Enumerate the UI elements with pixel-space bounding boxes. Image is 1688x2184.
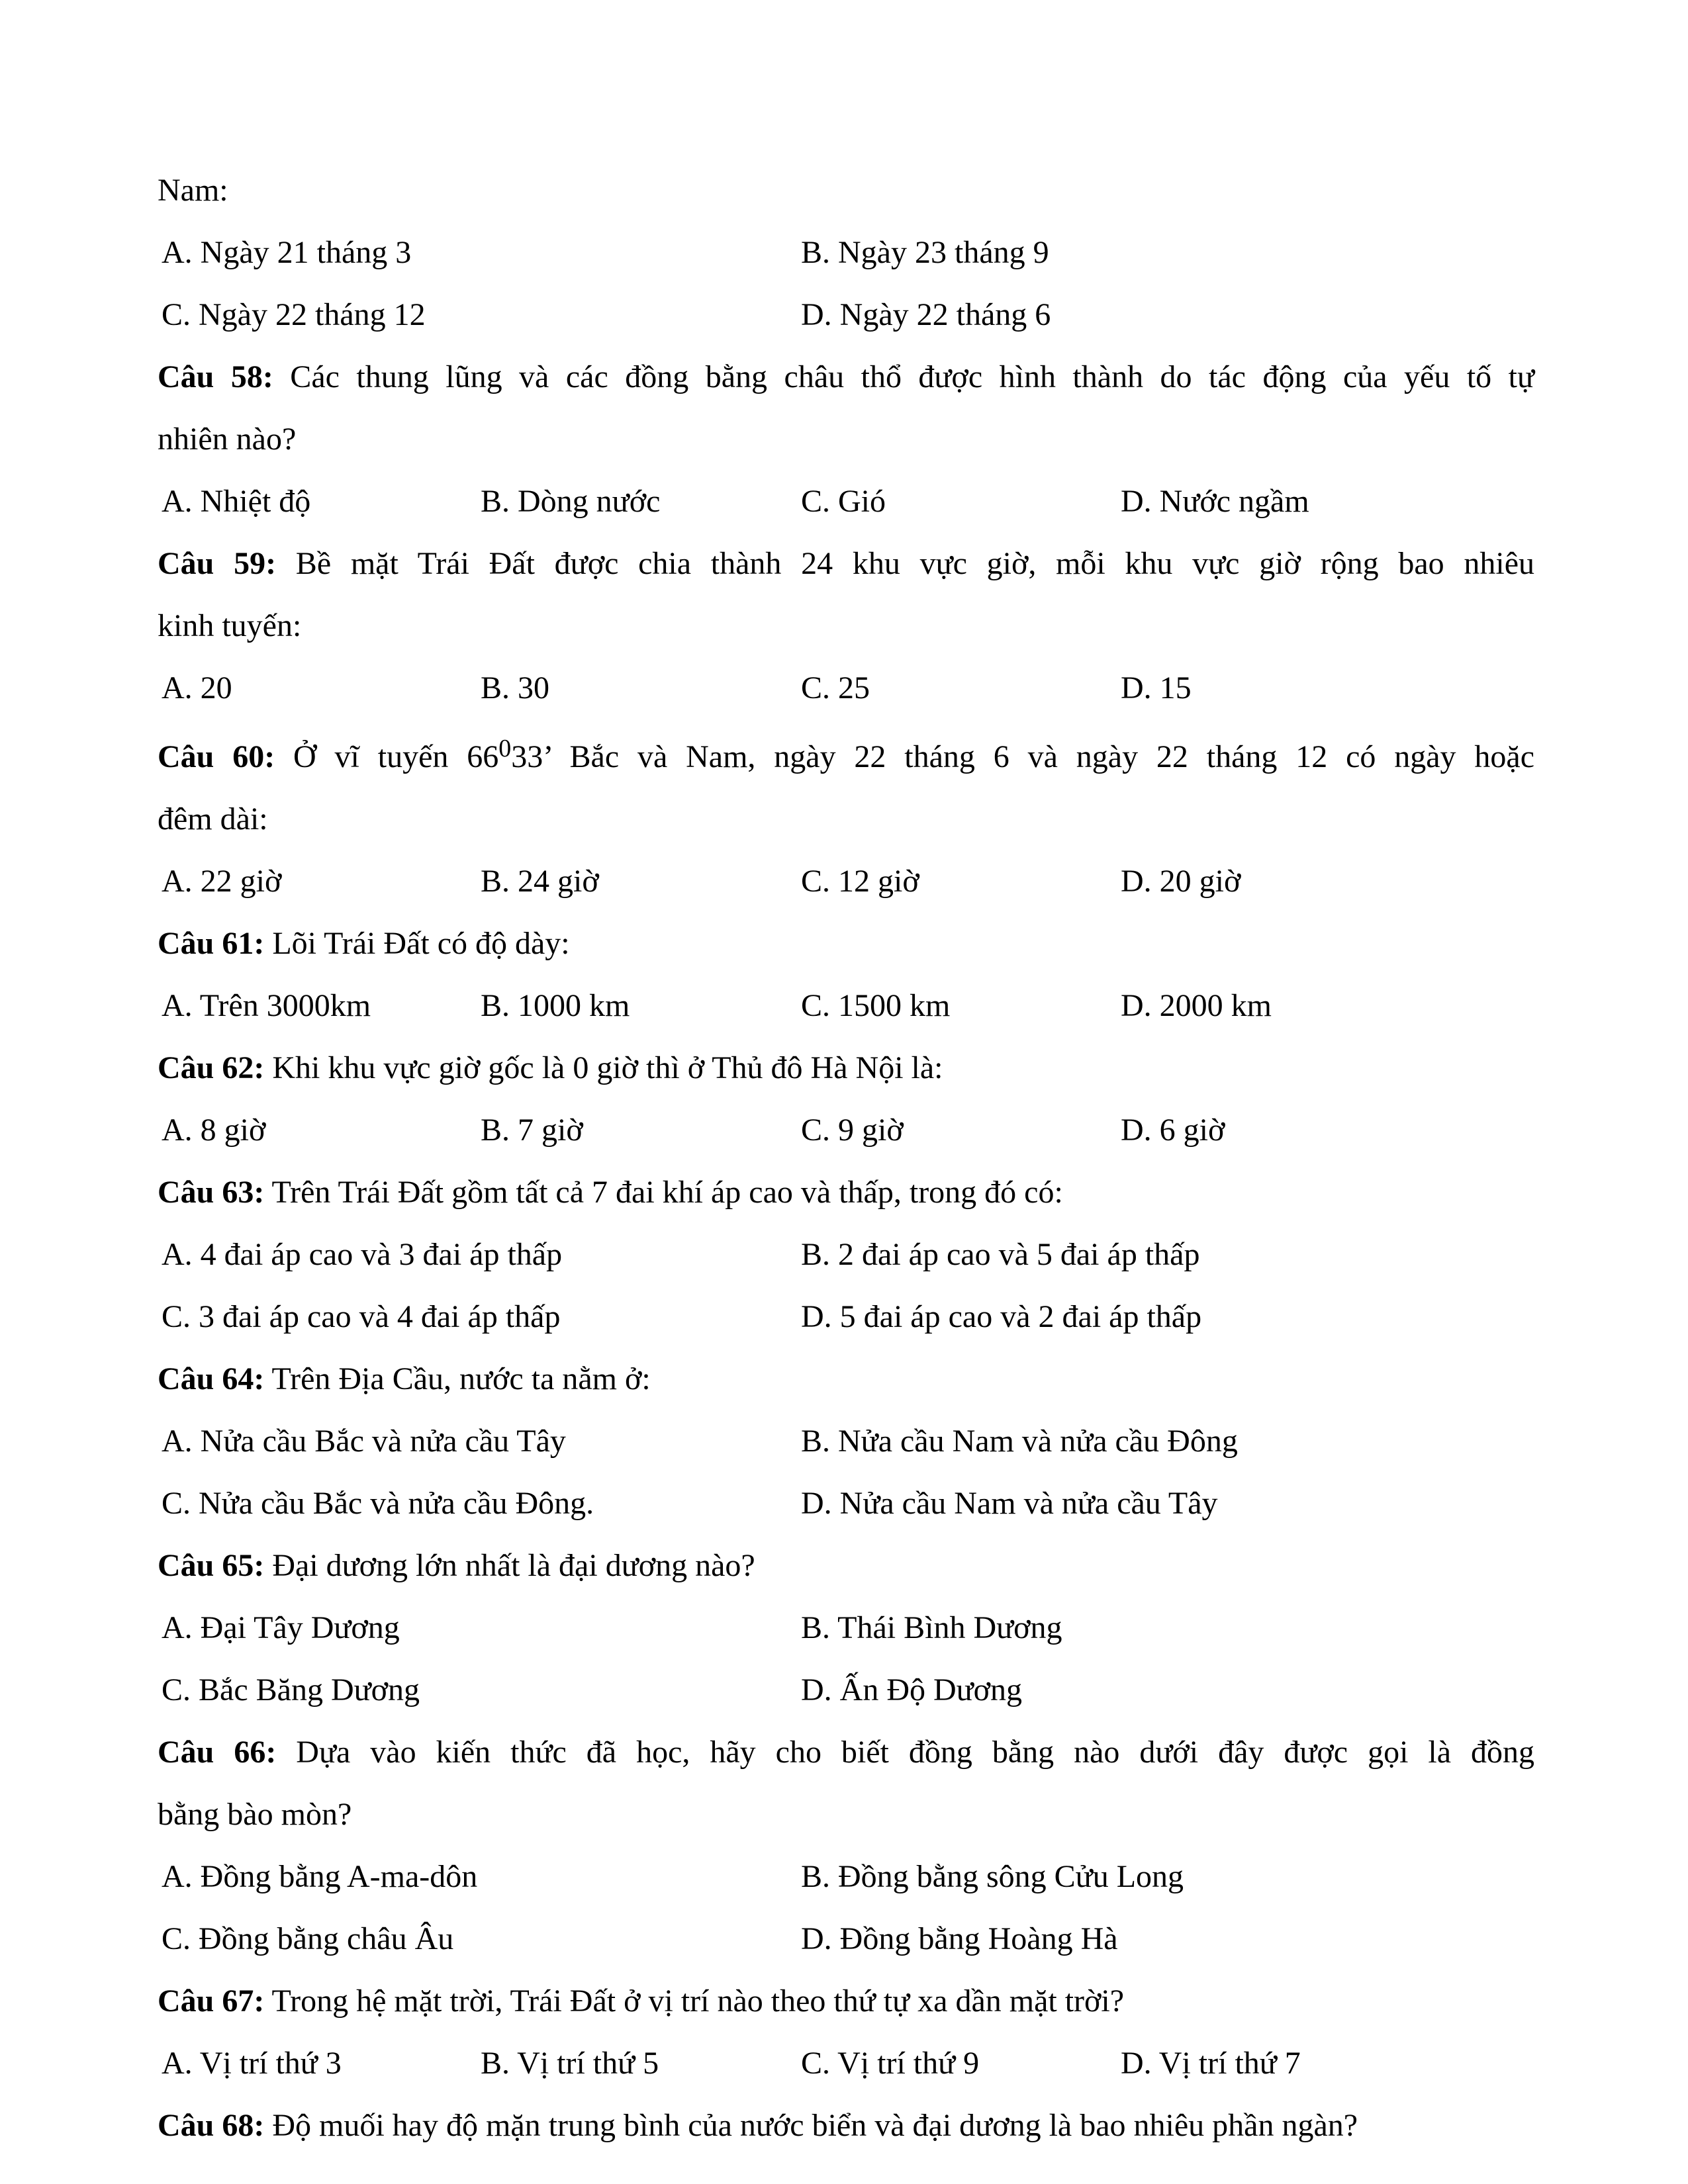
- question-label: Câu 66:: [158, 1735, 277, 1770]
- answer-row: [158, 475, 1534, 528]
- answer-option-a: A. Vị trí thứ 3: [162, 2046, 342, 2081]
- answer-option-c: C. 12 giờ: [801, 864, 919, 899]
- answer-option-b: B. Đồng bằng sông Cửu Long: [801, 1859, 1184, 1894]
- question-text: Dựa vào kiến thức đã học, hãy cho biết đồng bằng nào dưới đây được gọi là đồng: [276, 1735, 1535, 1770]
- answer-option-d: D. Đồng bằng Hoàng Hà: [801, 1921, 1118, 1956]
- answer-option-b: B. 24 giờ: [481, 864, 599, 899]
- question-68: [158, 2099, 1534, 2152]
- answer-option-d: D. 6 giờ: [1121, 1113, 1225, 1148]
- degree-superscript: 0: [498, 735, 512, 762]
- answer-row: [158, 1913, 1534, 1966]
- answer-option-c: C. Ngày 22 tháng 12: [162, 297, 426, 332]
- question-text: Khi khu vực giờ gốc là 0 giờ thì ở Thủ đô Hà Nội là:: [264, 1050, 943, 1085]
- answer-option-c: C. 25: [801, 670, 870, 705]
- question-label: Câu 64:: [158, 1361, 265, 1396]
- answer-option-d: D. 2000 km: [1121, 988, 1272, 1023]
- question-text-continuation: [158, 793, 1534, 846]
- answer-option-c: C. 1500 km: [801, 988, 951, 1023]
- question-61: [158, 917, 1534, 970]
- answer-option-c: C. Đồng bằng châu Âu: [162, 1921, 454, 1956]
- question-text: Ở vĩ tuyến 66: [275, 739, 499, 774]
- question-label: Câu 67:: [158, 1983, 265, 2019]
- question-label: Câu 61:: [158, 926, 265, 961]
- question-text: Bề mặt Trái Đất được chia thành 24 khu vực giờ, mỗi khu vực giờ rộng bao nhiêu: [276, 546, 1535, 581]
- answer-option-c: C. 3 đai áp cao và 4 đai áp thấp: [162, 1299, 561, 1334]
- answer-row: [158, 662, 1534, 715]
- answer-option-c: C. Nửa cầu Bắc và nửa cầu Đông.: [162, 1486, 594, 1521]
- answer-row: [158, 1850, 1534, 1903]
- answer-option-b: B. Vị trí thứ 5: [481, 2046, 659, 2081]
- question-text: Đại dương lớn nhất là đại dương nào?: [264, 1548, 755, 1583]
- answer-option-b: B. Ngày 23 tháng 9: [801, 235, 1049, 270]
- question-label: Câu 59:: [158, 546, 277, 581]
- answer-option-b: B. Nửa cầu Nam và nửa cầu Đông: [801, 1424, 1238, 1459]
- text: nhiên nào?: [158, 422, 297, 457]
- answer-option-d: D. 20 giờ: [1121, 864, 1241, 899]
- answer-option-d: D. Nước ngầm: [1121, 484, 1309, 519]
- answer-option-d: D. Ấn Độ Dương: [801, 1672, 1023, 1707]
- answer-option-a: A. Ngày 21 tháng 3: [162, 235, 412, 270]
- question-label: Câu 60:: [158, 739, 275, 774]
- answer-row: [158, 1664, 1534, 1717]
- answer-row: [158, 1291, 1534, 1343]
- answer-option-d: D. 15: [1121, 670, 1192, 705]
- answer-row: [158, 1477, 1534, 1530]
- answer-option-a: A. 8 giờ: [162, 1113, 266, 1148]
- question-text-continuation: [158, 413, 1534, 466]
- question-text: Lõi Trái Đất có độ dày:: [264, 926, 570, 961]
- question-text: Trên Địa Cầu, nước ta nằm ở:: [264, 1361, 651, 1396]
- answer-option-b: B. Dòng nước: [481, 484, 661, 519]
- text: Nam:: [158, 173, 228, 208]
- question-65: [158, 1539, 1534, 1592]
- question-label: Câu 68:: [158, 2108, 265, 2143]
- question-text-rest: 33’ Bắc và Nam, ngày 22 tháng 6 và ngày 22 tháng 12 có ngày hoặc: [511, 739, 1535, 774]
- answer-row: [158, 1228, 1534, 1281]
- answer-option-d: D. Nửa cầu Nam và nửa cầu Tây: [801, 1486, 1218, 1521]
- answer-row: [158, 1602, 1534, 1655]
- question-58: [158, 351, 1534, 404]
- question-67: [158, 1975, 1534, 2028]
- answer-row: [158, 1104, 1534, 1157]
- answer-row: [158, 289, 1534, 341]
- question-text: Độ muối hay độ mặn trung bình của nước biển và đại dương là bao nhiêu phần ngàn?: [264, 2108, 1358, 2143]
- question-text-continuation: [158, 600, 1534, 653]
- answer-option-a: A. Nửa cầu Bắc và nửa cầu Tây: [162, 1424, 566, 1459]
- answer-option-a: A. Trên 3000km: [162, 988, 371, 1023]
- answer-row: [158, 2037, 1534, 2090]
- question-63: [158, 1166, 1534, 1219]
- answer-option-a: A. Nhiệt độ: [162, 484, 311, 519]
- question-label: Câu 65:: [158, 1548, 265, 1583]
- answer-option-b: B. Thái Bình Dương: [801, 1610, 1062, 1645]
- text: đêm dài:: [158, 801, 268, 837]
- answer-row: [158, 855, 1534, 908]
- answer-option-b: B. 7 giờ: [481, 1113, 583, 1148]
- answer-option-d: D. 5 đai áp cao và 2 đai áp thấp: [801, 1299, 1202, 1334]
- answer-option-a: A. 20: [162, 670, 232, 705]
- answer-option-d: D. Ngày 22 tháng 6: [801, 297, 1051, 332]
- answer-option-b: B. 1000 km: [481, 988, 630, 1023]
- answer-option-c: C. Vị trí thứ 9: [801, 2046, 980, 2081]
- answer-option-a: A. Đại Tây Dương: [162, 1610, 400, 1645]
- answer-option-a: A. 22 giờ: [162, 864, 282, 899]
- question-label: Câu 62:: [158, 1050, 265, 1085]
- question-text: Các thung lũng và các đồng bằng châu thổ được hình thành do tác động của yếu tố tự: [273, 359, 1534, 394]
- question-64: [158, 1353, 1534, 1406]
- question-59: [158, 537, 1534, 590]
- answer-option-d: D. Vị trí thứ 7: [1121, 2046, 1301, 2081]
- answer-row: [158, 1415, 1534, 1468]
- question-label: Câu 58:: [158, 359, 273, 394]
- text: bằng bào mòn?: [158, 1797, 352, 1832]
- answer-option-c: C. Bắc Băng Dương: [162, 1672, 420, 1707]
- answer-option-c: C. 9 giờ: [801, 1113, 904, 1148]
- question-label: Câu 63:: [158, 1175, 265, 1210]
- answer-option-c: C. Gió: [801, 484, 886, 519]
- question-text: Trong hệ mặt trời, Trái Đất ở vị trí nào theo thứ tự xa dần mặt trời?: [264, 1983, 1125, 2019]
- answer-option-a: A. Đồng bằng A-ma-dôn: [162, 1859, 478, 1894]
- text: kinh tuyến:: [158, 608, 302, 643]
- answer-option-b: B. 2 đai áp cao và 5 đai áp thấp: [801, 1237, 1200, 1272]
- question-60: [158, 731, 1534, 784]
- answer-row: [158, 979, 1534, 1032]
- answer-option-b: B. 30: [481, 670, 550, 705]
- question-text: Trên Trái Đất gồm tất cả 7 đai khí áp cao và thấp, trong đó có:: [264, 1175, 1063, 1210]
- question-66: [158, 1726, 1534, 1779]
- answer-row: [158, 226, 1534, 279]
- question-text-continuation: [158, 1788, 1534, 1841]
- question-62: [158, 1042, 1534, 1095]
- question-text-continuation: [158, 164, 1534, 217]
- answer-option-a: A. 4 đai áp cao và 3 đai áp thấp: [162, 1237, 563, 1272]
